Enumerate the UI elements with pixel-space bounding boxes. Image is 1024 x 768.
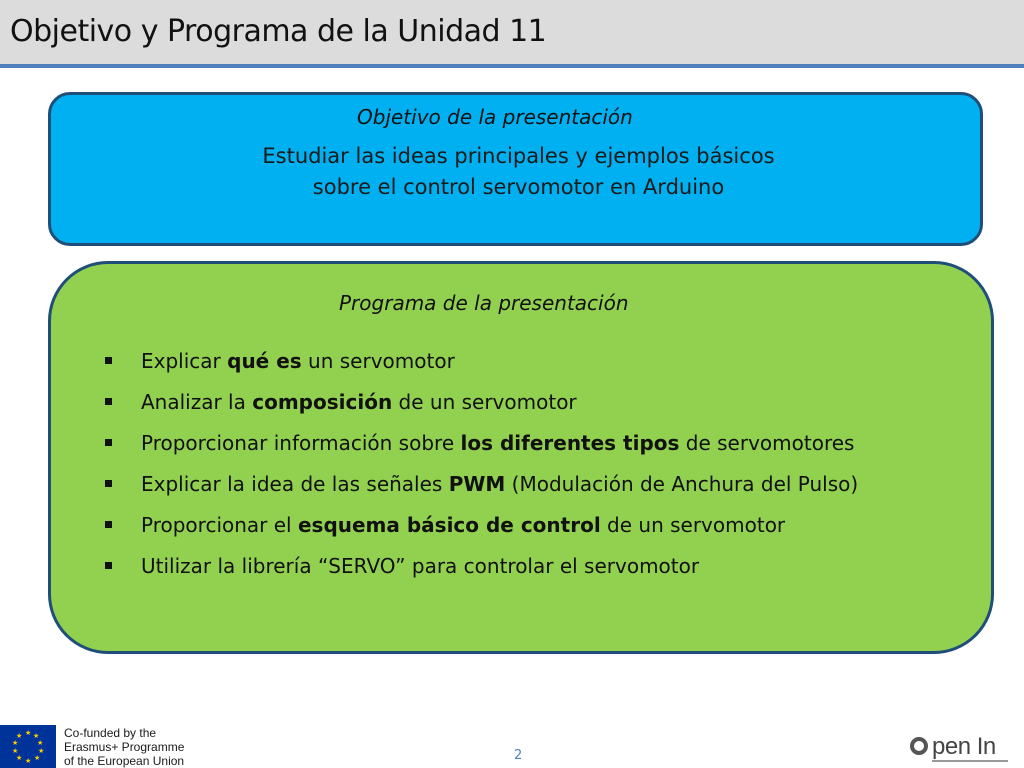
program-item: Proporcionar el esquema básico de control de un servomotor (101, 510, 858, 551)
objective-heading: Objetivo de la presentación (357, 105, 633, 129)
objective-box (48, 92, 983, 246)
objective-text (51, 141, 986, 203)
program-item: Proporcionar información sobre los diferentes tipos de servomotores (101, 428, 858, 469)
page-number: 2 (514, 748, 523, 763)
program-heading: Programa de la presentación (339, 291, 629, 315)
objective-line: sobre el control servomotor en Arduino (312, 175, 725, 199)
square-bullet-icon (105, 439, 112, 446)
program-item: Explicar la idea de las señales PWM (Modulación de Anchura del Pulso) (101, 469, 858, 510)
square-bullet-icon (105, 480, 112, 487)
square-bullet-icon (105, 398, 112, 405)
open-in-logo-icon (910, 733, 1014, 765)
eu-flag-icon: ★ ★ ★ ★ ★ ★ ★ ★ ★ ★ (0, 725, 56, 768)
program-list (101, 346, 858, 592)
logo-tagline (932, 760, 1008, 762)
square-bullet-icon (105, 562, 112, 569)
title-bar (0, 0, 1024, 68)
square-bullet-icon (105, 521, 112, 528)
program-box (48, 261, 994, 654)
square-bullet-icon (105, 357, 112, 364)
eu-cofunding-text: Co-funded by the Erasmus+ Programme of the European Union (64, 726, 185, 768)
program-item: Utilizar la librería “SERVO” para controlar el servomotor (101, 551, 858, 592)
slide-title: Objetivo y Programa de la Unidad 11 (10, 14, 547, 49)
logo-text: pen In (932, 733, 996, 760)
program-item: Analizar la composición de un servomotor (101, 387, 858, 428)
objective-line: Estudiar las ideas principales y ejemplos básicos (262, 144, 775, 168)
logo-o-ring (910, 737, 928, 755)
program-item: Explicar qué es un servomotor (101, 346, 858, 387)
